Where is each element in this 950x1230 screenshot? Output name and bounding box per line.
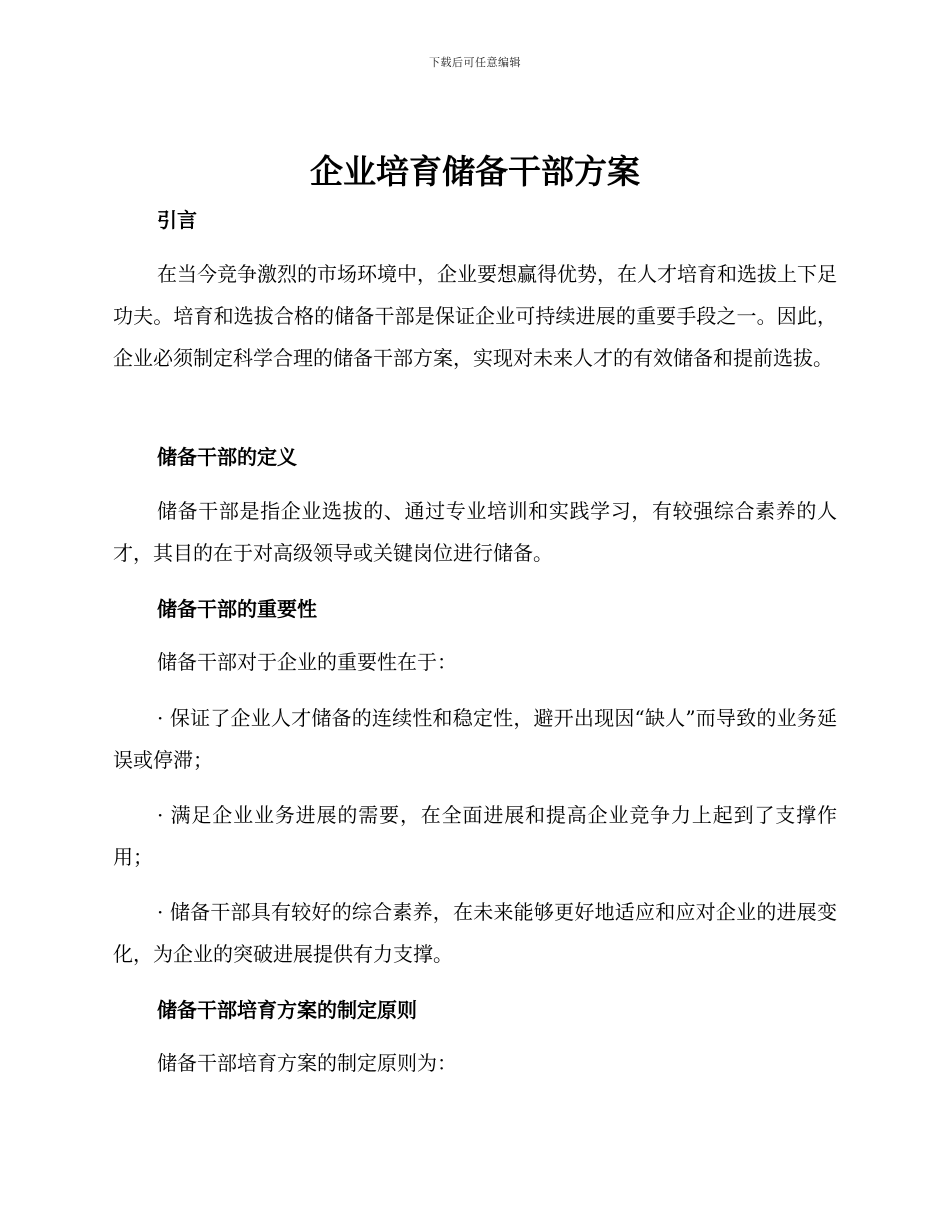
section-heading-intro: 引言 xyxy=(157,208,197,232)
document-title: 企业培育储备干部方案 xyxy=(310,152,640,191)
importance-bullet-3: · 储备干部具有较好的综合素养，在未来能够更好地适应和应对企业的进展变化，为企业的突破进展提供有力支撑。 xyxy=(113,900,837,966)
importance-bullet-1: · 保证了企业人才储备的连续性和稳定性，避开出现因“缺人”而导致的业务延误或停滞； xyxy=(113,706,837,772)
section-heading-importance: 储备干部的重要性 xyxy=(157,597,317,621)
section-heading-definition: 储备干部的定义 xyxy=(157,445,297,469)
principles-intro-paragraph: 储备干部培育方案的制定原则为： xyxy=(157,1051,457,1075)
header-note: 下载后可任意编辑 xyxy=(429,56,521,69)
intro-paragraph: 在当今竞争激烈的市场环境中，企业要想赢得优势，在人才培育和选拔上下足功夫。培育和选拔合格的储备干部是保证企业可持续进展的重要手段之一。因此，企业必须制定科学合理的储备干部方案，实现对未来人才的有效储备和提前选拔。 xyxy=(113,262,837,370)
importance-bullet-2: · 满足企业业务进展的需要，在全面进展和提高企业竞争力上起到了支撑作用； xyxy=(113,803,837,869)
section-heading-principles: 储备干部培育方案的制定原则 xyxy=(157,998,417,1022)
definition-paragraph: 储备干部是指企业选拔的、通过专业培训和实践学习，有较强综合素养的人才，其目的在于对高级领导或关键岗位进行储备。 xyxy=(113,499,837,565)
importance-intro-paragraph: 储备干部对于企业的重要性在于： xyxy=(157,650,457,674)
